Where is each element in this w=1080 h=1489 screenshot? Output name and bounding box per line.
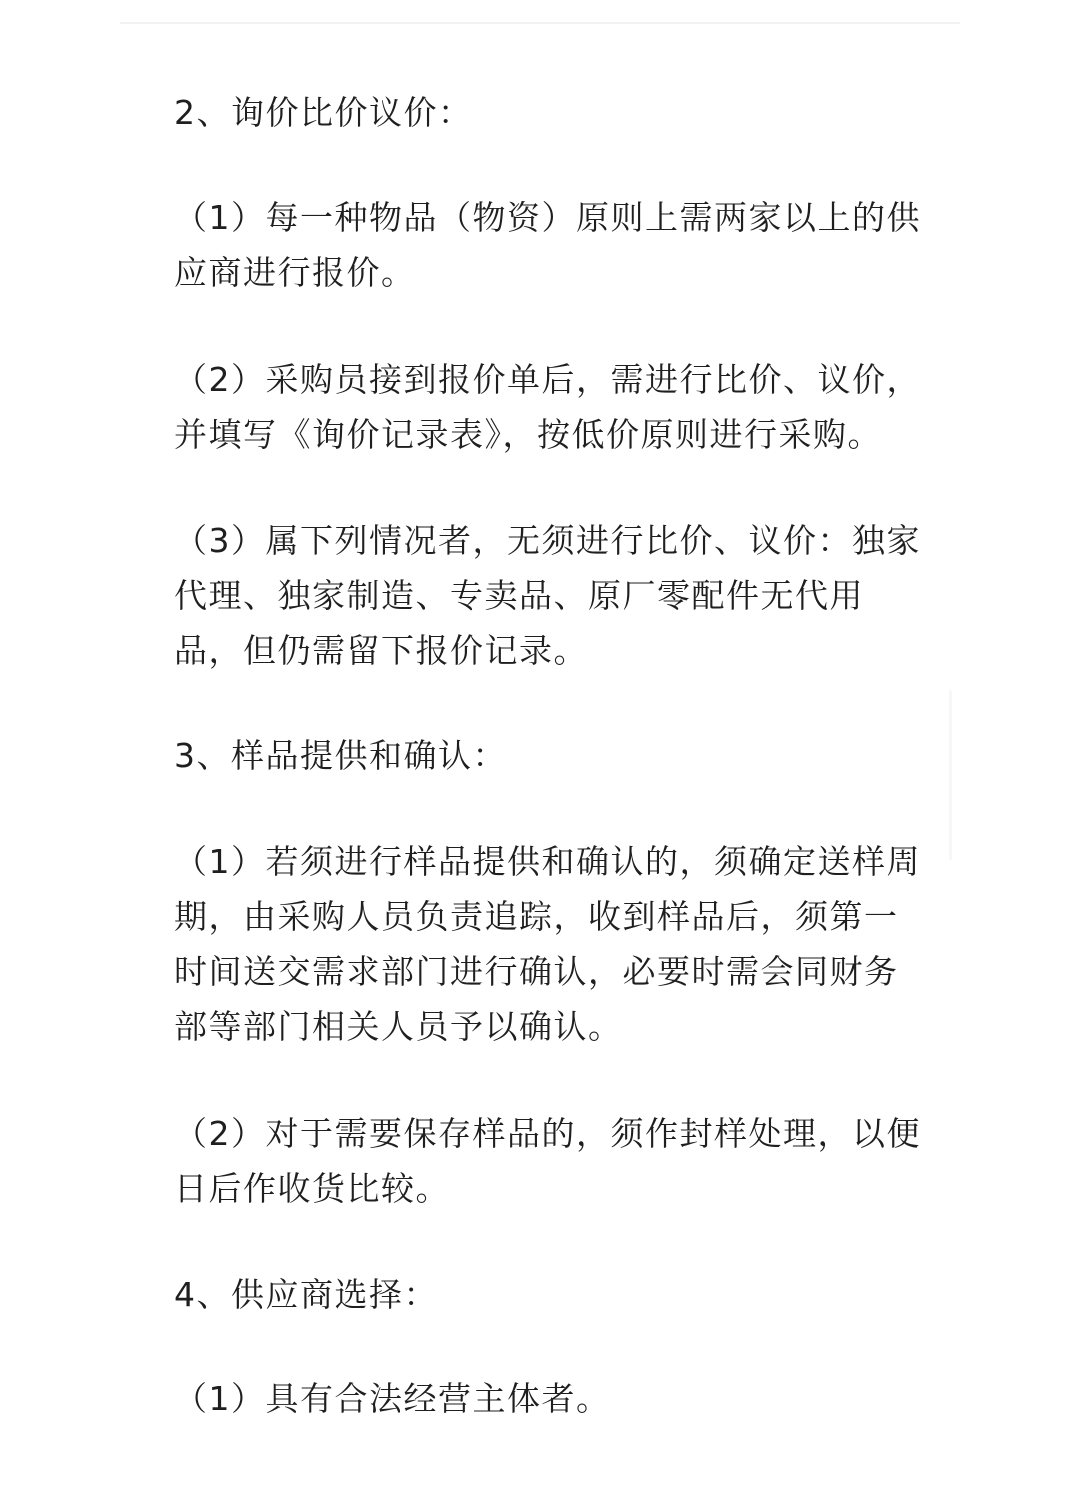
paragraph-3-2: （2）对于需要保存样品的，须作封样处理，以便 日后作收货比较。 xyxy=(174,1114,921,1208)
paragraph-2-2: （2）采购员接到报价单后，需进行比价、议价， 并填写《询价记录表》，按低价原则进行采购。 xyxy=(174,360,921,454)
paragraph-2-1: （1）每一种物品（物资）原则上需两家以上的供 应商进行报价。 xyxy=(174,198,921,292)
paragraph-4-1: （1）具有合法经营主体者。 xyxy=(174,1379,611,1418)
section-heading-3: 3、样品提供和确认： xyxy=(174,736,507,775)
paragraph-2-3: （3）属下列情况者，无须进行比价、议价：独家 代理、独家制造、专卖品、原厂零配件无代用 品，但仍需留下报价记录。 xyxy=(174,521,921,670)
scrollbar-hint xyxy=(949,690,952,860)
section-heading-2: 2、询价比价议价： xyxy=(174,93,473,132)
section-heading-4: 4、供应商选择： xyxy=(174,1275,438,1314)
top-divider xyxy=(120,22,960,24)
paragraph-3-1: （1）若须进行样品提供和确认的，须确定送样周 期，由采购人员负责追踪，收到样品后，须第一 时间送交需求部门进行确认，必要时需会同财务 部等部门相关人员予以确认。 xyxy=(174,842,921,1046)
